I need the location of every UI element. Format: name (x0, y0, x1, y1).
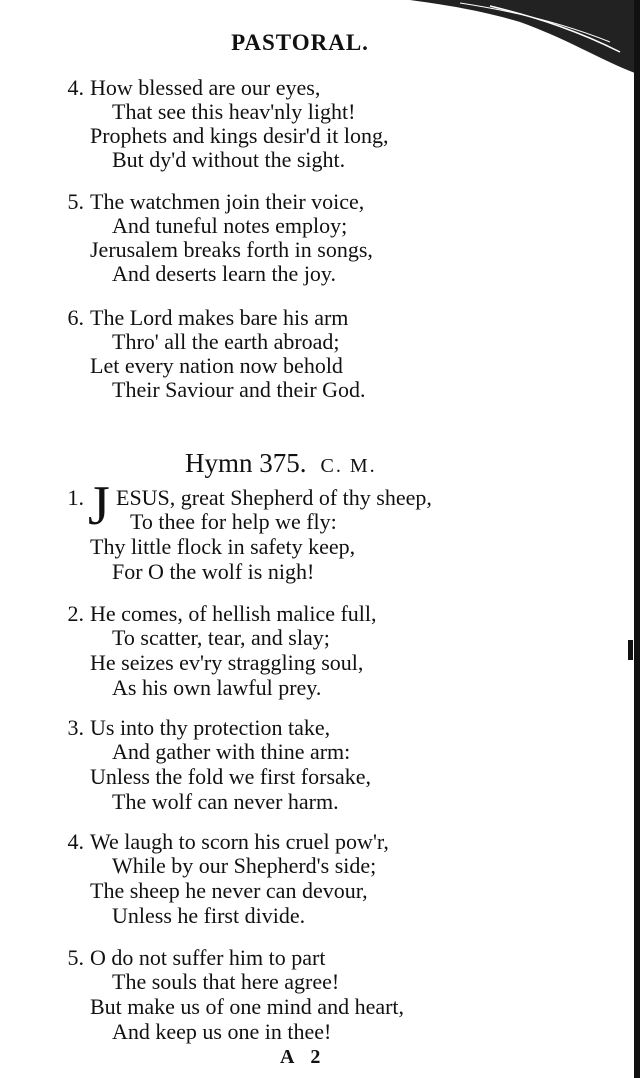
stanza-line: Thro' all the earth abroad; (112, 329, 340, 354)
stanza-line: As his own lawful prey. (112, 675, 322, 700)
signature-mark: A 2 (280, 1046, 327, 1068)
stanza-line: Thy little flock in safety keep, (90, 534, 356, 559)
stanza-line: The wolf can never harm. (112, 789, 339, 814)
stanza-line: 5. O do not suffer him to part (67, 945, 326, 970)
stanza-line: Unless the fold we first forsake, (90, 764, 372, 789)
running-head: PASTORAL. (231, 30, 369, 55)
stanza-line: But dy'd without the sight. (112, 147, 346, 172)
stanza-number: 1. (67, 485, 84, 510)
stanza-line: Let every nation now behold (90, 353, 343, 378)
stanza-line: The sheep he never can devour, (90, 878, 368, 903)
page-edge-right (620, 0, 640, 1078)
stanza-line: Prophets and kings desir'd it long, (90, 123, 389, 148)
stanza-line: 3. Us into thy protection take, (67, 715, 331, 740)
stanza-line: ESUS, great Shepherd of thy sheep, (116, 485, 432, 510)
stanza-line: And deserts learn the joy. (112, 261, 337, 286)
stanza-line: For O the wolf is nigh! (112, 559, 315, 584)
stanza-line: The souls that here agree! (112, 969, 340, 994)
hymn-title: Hymn 375. C. M. (185, 448, 377, 478)
stanza-line: He seizes ev'ry straggling soul, (90, 650, 364, 675)
stanza-line: 2. He comes, of hellish malice full, (67, 601, 377, 626)
stanza-line: To thee for help we fly: (130, 509, 337, 534)
stanza-line: That see this heav'nly light! (112, 99, 356, 124)
stanza-line: Jerusalem breaks forth in songs, (90, 237, 373, 262)
stanza-line: To scatter, tear, and slay; (112, 625, 330, 650)
stanza-line: 6. The Lord makes bare his arm (67, 305, 349, 330)
stanza-line: While by our Shepherd's side; (112, 853, 377, 878)
stanza-line: Their Saviour and their God. (112, 377, 366, 402)
drop-cap: J (88, 475, 110, 537)
stanza-line: 4. How blessed are our eyes, (67, 75, 321, 100)
stanza-line: Unless he first divide. (112, 903, 306, 928)
stanza-line: And keep us one in thee! (112, 1019, 332, 1044)
stanza-line: And tuneful notes employ; (112, 213, 348, 238)
stanza-line: 5. The watchmen join their voice, (67, 189, 365, 214)
stanza-line: But make us of one mind and heart, (90, 994, 405, 1019)
stanza-line: 4. We laugh to scorn his cruel pow'r, (67, 829, 389, 854)
stanza-line: And gather with thine arm: (112, 739, 351, 764)
